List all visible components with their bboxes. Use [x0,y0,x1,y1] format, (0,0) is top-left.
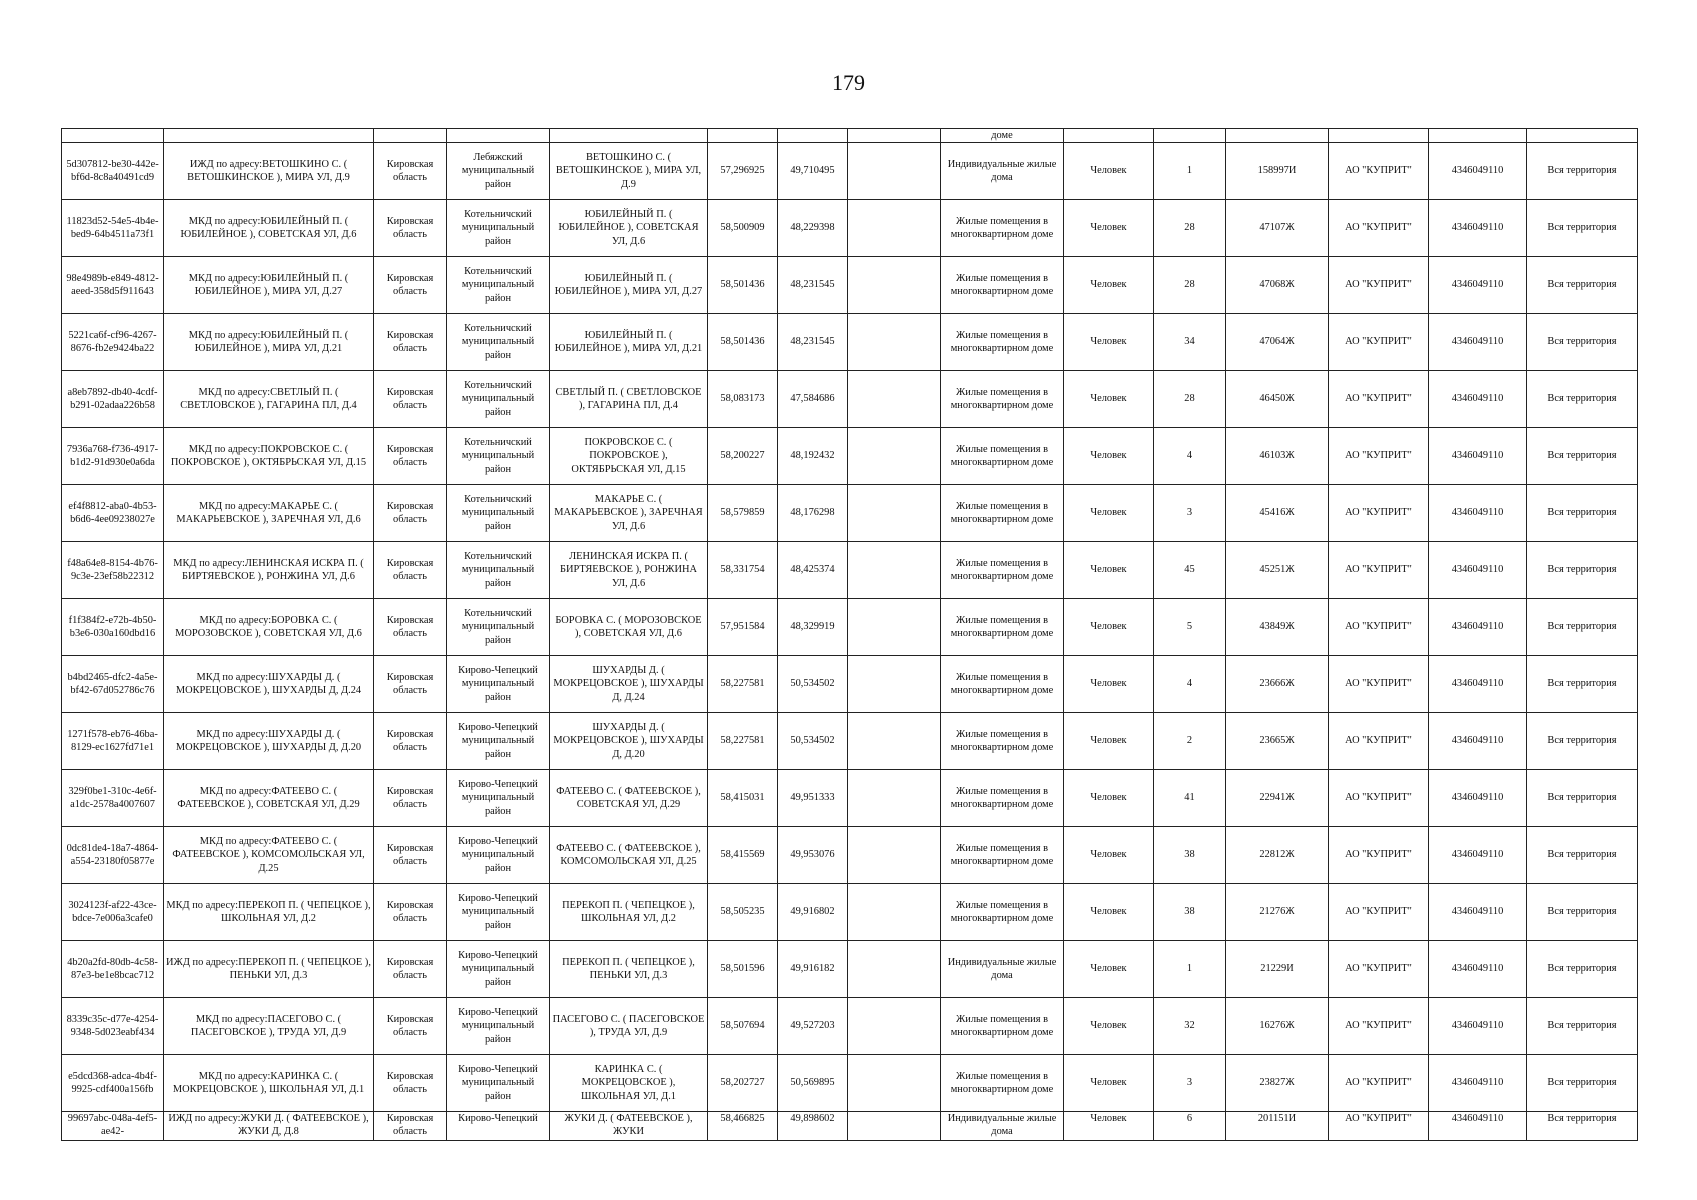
organization: АО "КУПРИТ" [1329,941,1429,998]
quantity: 28 [1154,200,1226,257]
quantity: 45 [1154,542,1226,599]
object-id: f1f384f2-e72b-4b50-b3e6-030a160dbd16 [62,599,164,656]
territory: Вся территория [1527,941,1638,998]
organization: АО "КУПРИТ" [1329,770,1429,827]
latitude: 58,505235 [708,884,778,941]
object-id: 99697abc-048a-4ef5-ae42- [62,1112,164,1141]
unit: Человек [1064,314,1154,371]
organization: АО "КУПРИТ" [1329,1112,1429,1141]
object-name: МКД по адресу:ФАТЕЕВО С. ( ФАТЕЕВСКОЕ ), КОМСОМОЛЬСКАЯ УЛ, Д.25 [164,827,374,884]
continued-type-text: доме [941,129,1064,143]
region: Кировская область [374,770,447,827]
district: Кирово-Чепецкий муниципальный район [447,713,550,770]
unit: Человек [1064,143,1154,200]
region: Кировская область [374,428,447,485]
inn: 4346049110 [1429,485,1527,542]
quantity: 28 [1154,257,1226,314]
account-code: 47064Ж [1226,314,1329,371]
longitude: 48,176298 [778,485,848,542]
inn: 4346049110 [1429,884,1527,941]
housing-type: Жилые помещения в многоквартирном доме [941,371,1064,428]
account-code: 23666Ж [1226,656,1329,713]
quantity: 28 [1154,371,1226,428]
region: Кировская область [374,599,447,656]
territory: Вся территория [1527,314,1638,371]
object-name: МКД по адресу:ПЕРЕКОП П. ( ЧЕПЕЦКОЕ ), ШКОЛЬНАЯ УЛ, Д.2 [164,884,374,941]
address: ПЕРЕКОП П. ( ЧЕПЕЦКОЕ ), ПЕНЬКИ УЛ, Д.3 [550,941,708,998]
housing-type: Индивидуальные жилые дома [941,143,1064,200]
region: Кировская область [374,314,447,371]
unit: Человек [1064,542,1154,599]
object-name: МКД по адресу:ФАТЕЕВО С. ( ФАТЕЕВСКОЕ ), СОВЕТСКАЯ УЛ, Д.29 [164,770,374,827]
organization: АО "КУПРИТ" [1329,1055,1429,1112]
longitude: 49,951333 [778,770,848,827]
unit: Человек [1064,428,1154,485]
account-code: 158997И [1226,143,1329,200]
address: МАКАРЬЕ С. ( МАКАРЬЕВСКОЕ ), ЗАРЕЧНАЯ УЛ, Д.6 [550,485,708,542]
account-code: 23665Ж [1226,713,1329,770]
table-row [62,884,1638,941]
quantity: 38 [1154,884,1226,941]
table-row [62,542,1638,599]
region: Кировская область [374,143,447,200]
account-code: 46450Ж [1226,371,1329,428]
district: Кирово-Чепецкий муниципальный район [447,1055,550,1112]
address: СВЕТЛЫЙ П. ( СВЕТЛОВСКОЕ ), ГАГАРИНА ПЛ, Д.4 [550,371,708,428]
unit: Человек [1064,884,1154,941]
longitude: 49,527203 [778,998,848,1055]
quantity: 1 [1154,143,1226,200]
territory: Вся территория [1527,884,1638,941]
empty-cell [848,257,941,314]
district: Котельничский муниципальный район [447,314,550,371]
address: ЖУКИ Д. ( ФАТЕЕВСКОЕ ), ЖУКИ [550,1112,708,1141]
housing-type: Жилые помещения в многоквартирном доме [941,200,1064,257]
quantity: 1 [1154,941,1226,998]
unit: Человек [1064,1055,1154,1112]
longitude: 48,231545 [778,257,848,314]
inn: 4346049110 [1429,998,1527,1055]
empty-cell [848,371,941,428]
territory: Вся территория [1527,542,1638,599]
address: ЮБИЛЕЙНЫЙ П. ( ЮБИЛЕЙНОЕ ), МИРА УЛ, Д.21 [550,314,708,371]
latitude: 58,501596 [708,941,778,998]
district: Котельничский муниципальный район [447,257,550,314]
longitude: 49,916182 [778,941,848,998]
district: Кирово-Чепецкий муниципальный район [447,656,550,713]
unit: Человек [1064,770,1154,827]
latitude: 58,501436 [708,257,778,314]
inn: 4346049110 [1429,428,1527,485]
latitude: 58,415569 [708,827,778,884]
organization: АО "КУПРИТ" [1329,257,1429,314]
account-code: 45416Ж [1226,485,1329,542]
object-id: b4bd2465-dfc2-4a5e-bf42-67d052786c76 [62,656,164,713]
district: Кирово-Чепецкий муниципальный район [447,941,550,998]
address: КАРИНКА С. ( МОКРЕЦОВСКОЕ ), ШКОЛЬНАЯ УЛ, Д.1 [550,1055,708,1112]
quantity: 41 [1154,770,1226,827]
unit: Человек [1064,827,1154,884]
table-row [62,314,1638,371]
table-row [62,143,1638,200]
district: Кирово-Чепецкий [447,1112,550,1141]
organization: АО "КУПРИТ" [1329,314,1429,371]
empty-cell [848,1112,941,1141]
object-name: МКД по адресу:ЛЕНИНСКАЯ ИСКРА П. ( БИРТЯЕВСКОЕ ), РОНЖИНА УЛ, Д.6 [164,542,374,599]
district: Котельничский муниципальный район [447,371,550,428]
object-id: a8eb7892-db40-4cdf-b291-02adaa226b58 [62,371,164,428]
register-table [61,128,1638,1141]
territory: Вся территория [1527,257,1638,314]
object-name: МКД по адресу:ПАСЕГОВО С. ( ПАСЕГОВСКОЕ ), ТРУДА УЛ, Д.9 [164,998,374,1055]
housing-type: Жилые помещения в многоквартирном доме [941,770,1064,827]
region: Кировская область [374,1112,447,1141]
empty-cell [848,998,941,1055]
empty-cell [848,485,941,542]
district: Кирово-Чепецкий муниципальный район [447,998,550,1055]
organization: АО "КУПРИТ" [1329,713,1429,770]
longitude: 49,953076 [778,827,848,884]
address: БОРОВКА С. ( МОРОЗОВСКОЕ ), СОВЕТСКАЯ УЛ, Д.6 [550,599,708,656]
table-row [62,770,1638,827]
latitude: 58,579859 [708,485,778,542]
housing-type: Жилые помещения в многоквартирном доме [941,599,1064,656]
account-code: 43849Ж [1226,599,1329,656]
district: Котельничский муниципальный район [447,542,550,599]
housing-type: Жилые помещения в многоквартирном доме [941,998,1064,1055]
object-name: МКД по адресу:ПОКРОВСКОЕ С. ( ПОКРОВСКОЕ ), ОКТЯБРЬСКАЯ УЛ, Д.15 [164,428,374,485]
inn: 4346049110 [1429,770,1527,827]
address: ЮБИЛЕЙНЫЙ П. ( ЮБИЛЕЙНОЕ ), СОВЕТСКАЯ УЛ, Д.6 [550,200,708,257]
object-name: МКД по адресу:БОРОВКА С. ( МОРОЗОВСКОЕ ), СОВЕТСКАЯ УЛ, Д.6 [164,599,374,656]
unit: Человек [1064,1112,1154,1141]
empty-cell [848,314,941,371]
object-name: ИЖД по адресу:ПЕРЕКОП П. ( ЧЕПЕЦКОЕ ), ПЕНЬКИ УЛ, Д.3 [164,941,374,998]
organization: АО "КУПРИТ" [1329,656,1429,713]
quantity: 6 [1154,1112,1226,1141]
longitude: 49,898602 [778,1112,848,1141]
territory: Вся территория [1527,599,1638,656]
empty-cell [848,656,941,713]
latitude: 58,331754 [708,542,778,599]
inn: 4346049110 [1429,713,1527,770]
unit: Человек [1064,656,1154,713]
district: Кирово-Чепецкий муниципальный район [447,884,550,941]
organization: АО "КУПРИТ" [1329,371,1429,428]
latitude: 58,227581 [708,656,778,713]
district: Котельничский муниципальный район [447,599,550,656]
object-name: МКД по адресу:ЮБИЛЕЙНЫЙ П. ( ЮБИЛЕЙНОЕ ), МИРА УЛ, Д.27 [164,257,374,314]
account-code: 22941Ж [1226,770,1329,827]
address: ПАСЕГОВО С. ( ПАСЕГОВСКОЕ ), ТРУДА УЛ, Д.9 [550,998,708,1055]
object-id: 4b20a2fd-80db-4c58-87e3-be1e8bcac712 [62,941,164,998]
longitude: 49,710495 [778,143,848,200]
account-code: 21276Ж [1226,884,1329,941]
table-row [62,257,1638,314]
table-row [62,1055,1638,1112]
region: Кировская область [374,827,447,884]
empty-cell [848,143,941,200]
quantity: 2 [1154,713,1226,770]
inn: 4346049110 [1429,1112,1527,1141]
account-code: 16276Ж [1226,998,1329,1055]
region: Кировская область [374,371,447,428]
longitude: 50,534502 [778,656,848,713]
housing-type: Жилые помещения в многоквартирном доме [941,884,1064,941]
account-code: 21229И [1226,941,1329,998]
unit: Человек [1064,257,1154,314]
inn: 4346049110 [1429,200,1527,257]
housing-type: Жилые помещения в многоквартирном доме [941,656,1064,713]
account-code: 23827Ж [1226,1055,1329,1112]
empty-cell [848,428,941,485]
object-name: ИЖД по адресу:ЖУКИ Д. ( ФАТЕЕВСКОЕ ), ЖУКИ Д, Д.8 [164,1112,374,1141]
unit: Человек [1064,599,1154,656]
quantity: 5 [1154,599,1226,656]
region: Кировская область [374,257,447,314]
longitude: 48,192432 [778,428,848,485]
latitude: 58,227581 [708,713,778,770]
territory: Вся территория [1527,827,1638,884]
unit: Человек [1064,713,1154,770]
territory: Вся территория [1527,143,1638,200]
region: Кировская область [374,1055,447,1112]
housing-type: Жилые помещения в многоквартирном доме [941,713,1064,770]
empty-cell [848,599,941,656]
housing-type: Жилые помещения в многоквартирном доме [941,314,1064,371]
latitude: 58,507694 [708,998,778,1055]
account-code: 45251Ж [1226,542,1329,599]
latitude: 58,415031 [708,770,778,827]
empty-cell [848,827,941,884]
continued-row [62,129,1638,143]
housing-type: Жилые помещения в многоквартирном доме [941,485,1064,542]
longitude: 50,534502 [778,713,848,770]
organization: АО "КУПРИТ" [1329,827,1429,884]
district: Котельничский муниципальный район [447,485,550,542]
object-id: 98e4989b-e849-4812-aeed-358d5f911643 [62,257,164,314]
territory: Вся территория [1527,656,1638,713]
district: Кирово-Чепецкий муниципальный район [447,827,550,884]
object-id: 5221ca6f-cf96-4267-8676-fb2e9424ba22 [62,314,164,371]
inn: 4346049110 [1429,314,1527,371]
housing-type: Индивидуальные жилые дома [941,941,1064,998]
inn: 4346049110 [1429,827,1527,884]
territory: Вся территория [1527,713,1638,770]
quantity: 34 [1154,314,1226,371]
territory: Вся территория [1527,1055,1638,1112]
object-id: 3024123f-af22-43ce-bdce-7e006a3cafe0 [62,884,164,941]
longitude: 47,584686 [778,371,848,428]
account-code: 22812Ж [1226,827,1329,884]
account-code: 47068Ж [1226,257,1329,314]
address: ШУХАРДЫ Д. ( МОКРЕЦОВСКОЕ ), ШУХАРДЫ Д, Д.24 [550,656,708,713]
inn: 4346049110 [1429,599,1527,656]
object-name: МКД по адресу:КАРИНКА С. ( МОКРЕЦОВСКОЕ ), ШКОЛЬНАЯ УЛ, Д.1 [164,1055,374,1112]
longitude: 49,916802 [778,884,848,941]
object-id: f48a64e8-8154-4b76-9c3e-23ef58b22312 [62,542,164,599]
address: ВЕТОШКИНО С. ( ВЕТОШКИНСКОЕ ), МИРА УЛ, Д.9 [550,143,708,200]
object-id: 7936a768-f736-4917-b1d2-91d930e0a6da [62,428,164,485]
address: ФАТЕЕВО С. ( ФАТЕЕВСКОЕ ), КОМСОМОЛЬСКАЯ УЛ, Д.25 [550,827,708,884]
object-id: 329f0be1-310c-4e6f-a1dc-2578a4007607 [62,770,164,827]
inn: 4346049110 [1429,371,1527,428]
address: ЛЕНИНСКАЯ ИСКРА П. ( БИРТЯЕВСКОЕ ), РОНЖИНА УЛ, Д.6 [550,542,708,599]
table-row [62,827,1638,884]
region: Кировская область [374,884,447,941]
quantity: 38 [1154,827,1226,884]
organization: АО "КУПРИТ" [1329,884,1429,941]
organization: АО "КУПРИТ" [1329,200,1429,257]
address: ПОКРОВСКОЕ С. ( ПОКРОВСКОЕ ), ОКТЯБРЬСКАЯ УЛ, Д.15 [550,428,708,485]
longitude: 48,329919 [778,599,848,656]
object-id: e5dcd368-adca-4b4f-9925-cdf400a156fb [62,1055,164,1112]
unit: Человек [1064,941,1154,998]
territory: Вся территория [1527,1112,1638,1141]
quantity: 4 [1154,428,1226,485]
territory: Вся территория [1527,485,1638,542]
district: Кирово-Чепецкий муниципальный район [447,770,550,827]
inn: 4346049110 [1429,1055,1527,1112]
longitude: 48,231545 [778,314,848,371]
housing-type: Жилые помещения в многоквартирном доме [941,428,1064,485]
latitude: 58,500909 [708,200,778,257]
region: Кировская область [374,998,447,1055]
address: ЮБИЛЕЙНЫЙ П. ( ЮБИЛЕЙНОЕ ), МИРА УЛ, Д.27 [550,257,708,314]
unit: Человек [1064,485,1154,542]
latitude: 58,501436 [708,314,778,371]
unit: Человек [1064,998,1154,1055]
latitude: 57,951584 [708,599,778,656]
latitude: 58,200227 [708,428,778,485]
object-name: ИЖД по адресу:ВЕТОШКИНО С. ( ВЕТОШКИНСКОЕ ), МИРА УЛ, Д.9 [164,143,374,200]
territory: Вся территория [1527,428,1638,485]
latitude: 58,202727 [708,1055,778,1112]
longitude: 48,425374 [778,542,848,599]
empty-cell [848,200,941,257]
address: ФАТЕЕВО С. ( ФАТЕЕВСКОЕ ), СОВЕТСКАЯ УЛ, Д.29 [550,770,708,827]
empty-cell [848,884,941,941]
housing-type: Индивидуальные жилые дома [941,1112,1064,1141]
quantity: 3 [1154,485,1226,542]
latitude: 58,083173 [708,371,778,428]
region: Кировская область [374,485,447,542]
longitude: 48,229398 [778,200,848,257]
organization: АО "КУПРИТ" [1329,143,1429,200]
latitude: 58,466825 [708,1112,778,1141]
housing-type: Жилые помещения в многоквартирном доме [941,257,1064,314]
district: Котельничский муниципальный район [447,200,550,257]
district: Котельничский муниципальный район [447,428,550,485]
inn: 4346049110 [1429,656,1527,713]
organization: АО "КУПРИТ" [1329,542,1429,599]
empty-cell [848,1055,941,1112]
table-row [62,371,1638,428]
organization: АО "КУПРИТ" [1329,428,1429,485]
account-code: 47107Ж [1226,200,1329,257]
object-id: ef4f8812-aba0-4b53-b6d6-4ee09238027e [62,485,164,542]
table-row [62,713,1638,770]
organization: АО "КУПРИТ" [1329,485,1429,542]
page-number: 179 [832,70,865,95]
quantity: 32 [1154,998,1226,1055]
housing-type: Жилые помещения в многоквартирном доме [941,1055,1064,1112]
empty-cell [848,941,941,998]
object-id: 11823d52-54e5-4b4e-bed9-64b4511a73f1 [62,200,164,257]
unit: Человек [1064,371,1154,428]
table-row [62,200,1638,257]
region: Кировская область [374,941,447,998]
unit: Человек [1064,200,1154,257]
housing-type: Жилые помещения в многоквартирном доме [941,827,1064,884]
table-row [62,1112,1638,1141]
object-name: МКД по адресу:ЮБИЛЕЙНЫЙ П. ( ЮБИЛЕЙНОЕ ), МИРА УЛ, Д.21 [164,314,374,371]
object-name: МКД по адресу:ШУХАРДЫ Д. ( МОКРЕЦОВСКОЕ ), ШУХАРДЫ Д, Д.20 [164,713,374,770]
quantity: 3 [1154,1055,1226,1112]
housing-type: Жилые помещения в многоквартирном доме [941,542,1064,599]
address: ШУХАРДЫ Д. ( МОКРЕЦОВСКОЕ ), ШУХАРДЫ Д, Д.20 [550,713,708,770]
object-name: МКД по адресу:ШУХАРДЫ Д. ( МОКРЕЦОВСКОЕ ), ШУХАРДЫ Д, Д.24 [164,656,374,713]
region: Кировская область [374,656,447,713]
quantity: 4 [1154,656,1226,713]
object-name: МКД по адресу:ЮБИЛЕЙНЫЙ П. ( ЮБИЛЕЙНОЕ ), СОВЕТСКАЯ УЛ, Д.6 [164,200,374,257]
table-row [62,941,1638,998]
district: Лебяжский муниципальный район [447,143,550,200]
latitude: 57,296925 [708,143,778,200]
inn: 4346049110 [1429,143,1527,200]
empty-cell [848,770,941,827]
table-row [62,998,1638,1055]
table-row [62,428,1638,485]
object-id: 1271f578-eb76-46ba-8129-ec1627fd71e1 [62,713,164,770]
object-name: МКД по адресу:МАКАРЬЕ С. ( МАКАРЬЕВСКОЕ ), ЗАРЕЧНАЯ УЛ, Д.6 [164,485,374,542]
object-name: МКД по адресу:СВЕТЛЫЙ П. ( СВЕТЛОВСКОЕ ), ГАГАРИНА ПЛ, Д.4 [164,371,374,428]
inn: 4346049110 [1429,941,1527,998]
organization: АО "КУПРИТ" [1329,998,1429,1055]
empty-cell [848,713,941,770]
longitude: 50,569895 [778,1055,848,1112]
territory: Вся территория [1527,998,1638,1055]
organization: АО "КУПРИТ" [1329,599,1429,656]
table-row [62,485,1638,542]
region: Кировская область [374,200,447,257]
address: ПЕРЕКОП П. ( ЧЕПЕЦКОЕ ), ШКОЛЬНАЯ УЛ, Д.2 [550,884,708,941]
territory: Вся территория [1527,200,1638,257]
object-id: 8339c35c-d77e-4254-9348-5d023eabf434 [62,998,164,1055]
inn: 4346049110 [1429,542,1527,599]
table-row [62,656,1638,713]
account-code: 46103Ж [1226,428,1329,485]
region: Кировская область [374,713,447,770]
territory: Вся территория [1527,770,1638,827]
territory: Вся территория [1527,371,1638,428]
object-id: 5d307812-be30-442e-bf6d-8c8a40491cd9 [62,143,164,200]
inn: 4346049110 [1429,257,1527,314]
object-id: 0dc81de4-18a7-4864-a554-23180f05877e [62,827,164,884]
account-code: 201151И [1226,1112,1329,1141]
empty-cell [848,542,941,599]
region: Кировская область [374,542,447,599]
table-row [62,599,1638,656]
